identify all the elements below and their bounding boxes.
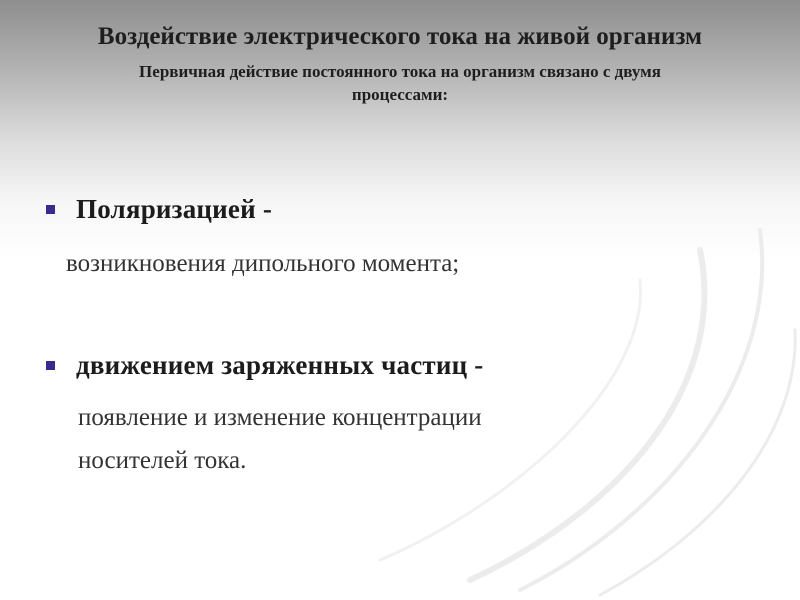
slide-subtitle: Первичная действие постоянного тока на организм связано с двумя процессами: [139,62,661,104]
bullet-body-line: возникновения дипольного момента; [66,250,460,277]
bullet-body-line: появление и изменение концентрации [78,404,482,431]
bullet-item-charged-particles [46,350,484,381]
bullet-heading: Поляризацией - [76,194,273,224]
slide-title: Воздействие электрического тока на живой организм [97,23,703,50]
bullet-heading: движением заряженных частиц - [76,350,484,380]
square-bullet-icon [46,205,55,214]
bullet-body-line: носителей тока. [78,447,247,474]
slide-header [0,20,800,106]
square-bullet-icon [46,361,55,370]
bullet-item-polarization [46,194,272,225]
